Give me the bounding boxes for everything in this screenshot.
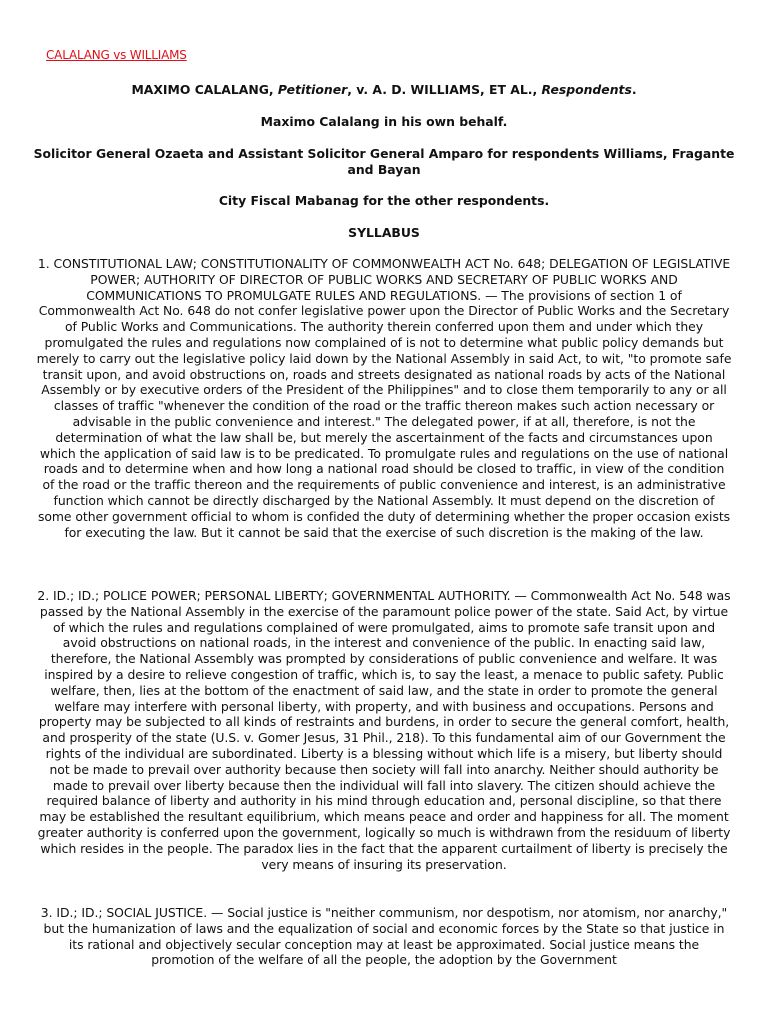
caption-end: . xyxy=(631,82,637,97)
appearance-petitioner: Maximo Calalang in his own behalf. xyxy=(260,114,508,129)
syllabus-paragraph-3: 3. ID.; ID.; SOCIAL JUSTICE. — Social justice is "neither communism, nor despotism, nor atomism, nor anarchy," but the humanization of laws and the equalization of social and economic forces by the State so that justice in its rational and objectively secular conception may at least be approximated. Social justice means the promotion of the welfare of all the people, the adoption by the Government xyxy=(40,905,728,968)
syllabus-heading: SYLLABUS xyxy=(348,225,420,240)
case-caption xyxy=(30,82,738,98)
versus-text: , v. A. D. WILLIAMS, ET AL., xyxy=(347,82,542,97)
syllabus-paragraph-1: 1. CONSTITUTIONAL LAW; CONSTITUTIONALITY OF COMMONWEALTH ACT No. 648; DELEGATION OF LEGISLATIVE POWER; AUTHORITY OF DIRECTOR OF PUBLIC WORKS AND SECRETARY OF PUBLIC WORKS AND COMMUNICATIONS TO PROMULGATE RULES AND REGULATIONS. — The provisions of section 1 of Commonwealth Act No. 648 do not confer legislative power upon the Director of Public Works and the Secretary of Public Works and Communications. The authority therein conferred upon them and under which they promulgated the rules and regulations now complained of is not to determine what public policy demands but merely to carry out the legislative policy laid down by the National Assembly in said Act, to wit, "to promote safe transit upon, and avoid obstructions on, roads and streets designated as national roads by acts of the National Assembly or by executive orders of the President of the Philippines" and to close them temporarily to any or all classes of traffic "whenever the condition of the road or the traffic thereon makes such action necessary or advisable in the public convenience and interest." The delegated power, if at all, therefore, is not the determination of what the law shall be, but merely the ascertainment of the facts and circumstances upon which the application of said law is to be predicated. To promulgate rules and regulations on the use of national roads and to determine when and how long a national road should be closed to traffic, in view of the condition of the road or the traffic thereon and the requirements of public convenience and interest, is an administrative function which cannot be directly discharged by the National Assembly. It must depend on the discretion of some other government official to whom is confided the duty of determining whether the proper occasion exists for executing the law. But it cannot be said that the exercise of such discretion is the making of the law. xyxy=(36,256,732,540)
appearance-solicitor-general: Solicitor General Ozaeta and Assistant Solicitor General Amparo for respondents Williams, Fragante and Bayan xyxy=(33,146,735,177)
respondent-role: Respondents xyxy=(541,82,632,97)
syllabus-paragraph-2: 2. ID.; ID.; POLICE POWER; PERSONAL LIBERTY; GOVERNMENTAL AUTHORITY. — Commonwealth Act No. 548 was passed by the National Assembly in the exercise of the paramount police power of the state. Said Act, by virtue of which the rules and regulations complained of were promulgated, aims to promote safe transit upon and avoid obstructions on national roads, in the interest and convenience of the public. In enacting said law, therefore, the National Assembly was prompted by considerations of public convenience and welfare. It was inspired by a desire to relieve congestion of traffic, which is, to say the least, a menace to public safety. Public welfare, then, lies at the bottom of the enactment of said law, and the state in order to promote the general welfare may interfere with personal liberty, with property, and with business and occupations. Persons and property may be subjected to all kinds of restraints and burdens, in order to secure the general comfort, health, and prosperity of the state (U.S. v. Gomer Jesus, 31 Phil., 218). To this fundamental aim of our Government the rights of the individual are subordinated. Liberty is a blessing without which life is a misery, but liberty should not be made to prevail over authority because then society will fall into anarchy. Neither should authority be made to prevail over liberty because then the individual will fall into slavery. The citizen should achieve the required balance of liberty and authority in his mind through education and, personal discipline, so that there may be established the resultant equilibrium, which means peace and order and happiness for all. The moment greater authority is conferred upon the government, logically so much is withdrawn from the residuum of liberty which resides in the people. The paradox lies in the fact that the apparent curtailment of liberty is precisely the very means of insuring its preservation. xyxy=(37,588,731,872)
case-title-link[interactable]: CALALANG vs WILLIAMS xyxy=(46,48,187,62)
petitioner-role: Petitioner xyxy=(277,82,348,97)
petitioner-name: MAXIMO CALALANG, xyxy=(131,82,278,97)
appearance-city-fiscal: City Fiscal Mabanag for the other respondents. xyxy=(218,193,550,208)
